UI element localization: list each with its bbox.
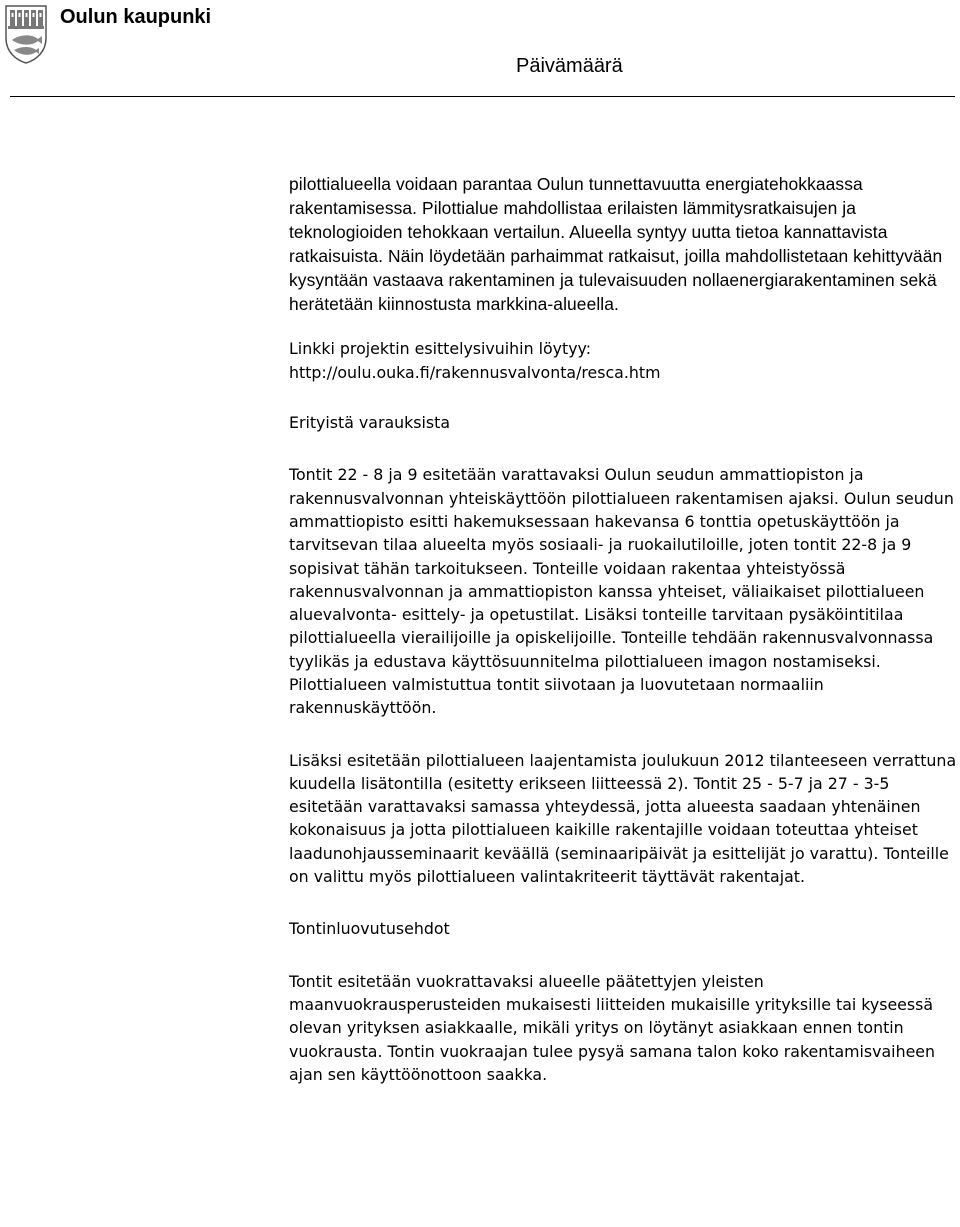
section-heading-terms: Tontinluovutusehdot: [289, 919, 450, 939]
organization-name: Oulun kaupunki: [60, 6, 212, 28]
city-coat-of-arms-logo: [4, 4, 48, 64]
date-label: Päivämäärä: [516, 55, 623, 77]
project-link[interactable]: http://oulu.ouka.fi/rakennusvalvonta/resca.htm: [289, 362, 661, 382]
reservations-paragraph: Tontit 22 - 8 ja 9 esitetään varattavaksi Oulun seudun ammattiopiston ja rakennusvalvonnan yhteiskäyttöön pilottialueen rakentamisen ajaksi. Oulun seudun ammattiopisto esitti hakemuksessaan hakevansa 6 tonttia opetuskäyttöön ja tarvitsevan tilaa alueelta myös sosiaali- ja ruokailutiloille, joten tontit 22-8 ja 9 sopisivat tähän tarkoitukseen. Tonteille voidaan rakentaa yhteistyössä rakennusvalvonnan ja ammattiopiston kanssa yhteiset, väliaikaiset pilottialueen aluevalvonta- esittely- ja opetustilat. Lisäksi tonteille tarvitaan pysäköintitilaa pilottialueella vierailijoille ja opiskelijoille. Tonteille tehdään rakennusvalvonnassa tyylikäs ja edustava käyttösuunnitelma pilottialueen imagon nostamiseksi. Pilottialueen valmistuttua tontit siivotaan ja luovutetaan normaaliin rakennuskäyttöön.: [289, 465, 954, 718]
link-intro-text: Linkki projektin esittelysivuihin löytyy:: [289, 339, 592, 359]
page-header: [0, 0, 960, 110]
expansion-paragraph: Lisäksi esitetään pilottialueen laajentamista joulukuun 2012 tilanteeseen verrattuna kuudella lisätontilla (esitetty erikseen liitteessä 2). Tontit 25 - 5-7 ja 27 - 3-5 esitetään varattavaksi samassa yhteydessä, jotta alueesta saadaan yhtenäinen kokonaisuus ja jotta pilottialueen kaikille rakentajille voidaan toteuttaa yhteiset laadunohjausseminaarit keväällä (seminaaripäivät ja esittelijät jo varattu). Tonteille on valittu myös pilottialueen valintakriteerit täyttävät rakentajat.: [289, 750, 957, 887]
intro-paragraph: pilottialueella voidaan parantaa Oulun tunnettavuutta energiatehokkaassa rakentamisessa. Pilottialue mahdollistaa erilaisten lämmitysratkaisujen ja teknologioiden tehokkaan vertailun. Alueella syntyy uutta tietoa kannattavista ratkaisuista. Näin löydetään parhaimmat ratkaisut, joilla mahdollistetaan kehittyvään kysyntään vastaava rakentaminen ja tulevaisuuden nollaenergiarakentaminen sekä herätetään kiinnostusta markkina-alueella.: [289, 174, 943, 314]
terms-paragraph: Tontit esitetään vuokrattavaksi alueelle päätettyjen yleisten maanvuokrausperusteiden mukaisesti liitteiden mukaisille yrityksille tai kyseessä olevan yrityksen asiakkaalle, mikäli yritys on löytänyt asiakkaan ennen tontin vuokrausta. Tontin vuokraajan tulee pysyä samana talon koko rakentamisvaiheen ajan sen käyttöönottoon saakka.: [289, 971, 936, 1084]
section-heading-reservations: Erityistä varauksista: [289, 413, 451, 433]
document-body: [289, 173, 957, 1086]
header-divider: [10, 96, 955, 97]
